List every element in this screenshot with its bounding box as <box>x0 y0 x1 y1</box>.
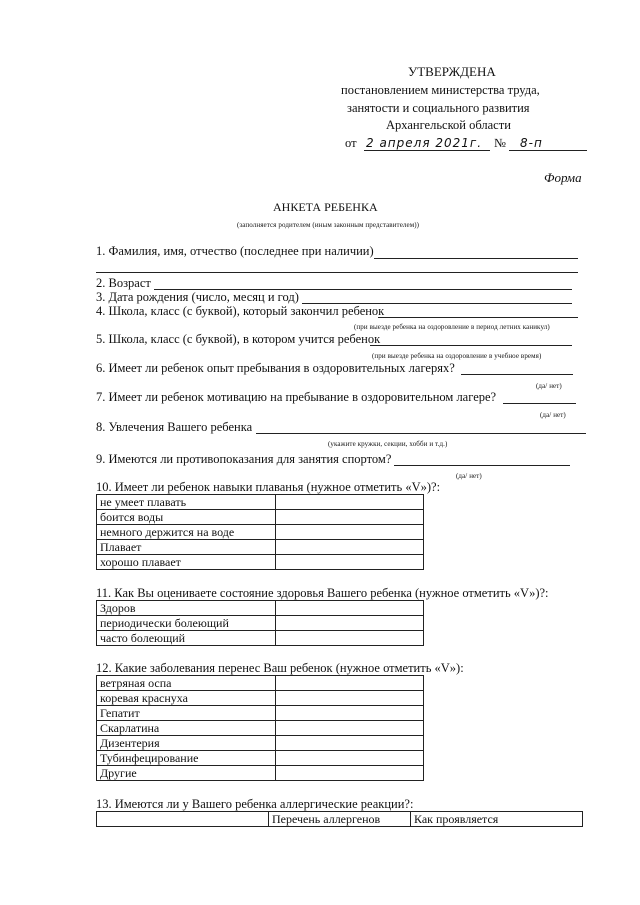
table-row <box>97 601 424 616</box>
swim-option-mark-cell[interactable] <box>276 555 424 570</box>
table-row <box>97 766 424 781</box>
swim-option-label: боится воды <box>97 510 276 525</box>
health-option-label: периодически болеющий <box>97 616 276 631</box>
question-6-label: 6. Имеет ли ребенок опыт пребывания в оздоровительных лагерях? <box>96 361 455 375</box>
question-12-label: 12. Какие заболевания перенес Ваш ребенок (нужное отметить «V»): <box>96 661 464 675</box>
question-1-field-line-2[interactable] <box>96 272 578 273</box>
allergy-col-1-header[interactable] <box>97 812 269 827</box>
question-2-label: 2. Возраст <box>96 276 151 290</box>
question-5-label: 5. Школа, класс (с буквой), в котором учится ребенок <box>96 332 381 346</box>
question-11-label: 11. Как Вы оцениваете состояние здоровья Вашего ребенка (нужное отметить «V»)?: <box>96 586 549 600</box>
swim-option-mark-cell[interactable] <box>276 540 424 555</box>
swim-option-mark-cell[interactable] <box>276 525 424 540</box>
allergy-table <box>96 811 583 827</box>
table-row <box>97 510 424 525</box>
table-row <box>97 691 424 706</box>
question-7-label: 7. Имеет ли ребенок мотивацию на пребывание в оздоровительном лагере? <box>96 390 497 404</box>
question-7-field[interactable] <box>503 403 576 404</box>
health-option-mark-cell[interactable] <box>276 631 424 646</box>
number-label: № <box>494 136 506 150</box>
disease-option-mark-cell[interactable] <box>276 751 424 766</box>
date-underline <box>364 150 490 151</box>
disease-option-mark-cell[interactable] <box>276 676 424 691</box>
number-underline <box>509 150 587 151</box>
table-row <box>97 706 424 721</box>
swim-option-label: немного держится на воде <box>97 525 276 540</box>
handwritten-date: 2 апреля 2021г. <box>366 136 483 150</box>
health-table <box>96 600 424 646</box>
swim-option-label: не умеет плавать <box>97 495 276 510</box>
disease-option-label: коревая краснуха <box>97 691 276 706</box>
table-row <box>97 631 424 646</box>
table-row <box>97 736 424 751</box>
disease-option-mark-cell[interactable] <box>276 706 424 721</box>
approval-line-3: Архангельской области <box>386 118 511 132</box>
disease-option-mark-cell[interactable] <box>276 736 424 751</box>
disease-option-mark-cell[interactable] <box>276 721 424 736</box>
disease-option-label: Дизентерия <box>97 736 276 751</box>
question-4-note: (при выезде ребенка на оздоровление в период летних каникул) <box>354 323 550 331</box>
health-option-mark-cell[interactable] <box>276 601 424 616</box>
approval-line-2: занятости и социального развития <box>347 101 530 115</box>
question-1-label: 1. Фамилия, имя, отчество (последнее при наличии) <box>96 244 374 258</box>
date-from-label: от <box>345 136 357 150</box>
approved-heading: УТВЕРЖДЕНА <box>408 64 496 79</box>
question-3-label: 3. Дата рождения (число, месяц и год) <box>96 290 299 304</box>
allergy-col-2-header: Перечень аллергенов <box>269 812 411 827</box>
question-8-note: (укажите кружки, секции, хобби и т.д.) <box>328 440 448 448</box>
swim-option-mark-cell[interactable] <box>276 510 424 525</box>
table-row <box>97 525 424 540</box>
question-9-label: 9. Имеются ли противопоказания для занятия спортом? <box>96 452 392 466</box>
table-row <box>97 616 424 631</box>
question-1-field[interactable] <box>374 258 578 259</box>
table-row <box>97 721 424 736</box>
handwritten-number: 8-п <box>520 136 543 150</box>
disease-option-label: Тубинфецирование <box>97 751 276 766</box>
form-title: АНКЕТА РЕБЕНКА <box>273 200 378 214</box>
swim-option-label: хорошо плавает <box>97 555 276 570</box>
approval-line-1: постановлением министерства труда, <box>341 83 540 97</box>
disease-option-label: Гепатит <box>97 706 276 721</box>
health-option-mark-cell[interactable] <box>276 616 424 631</box>
form-title-note: (заполняется родителем (иным законным представителем)) <box>237 221 420 229</box>
question-6-note: (да/ нет) <box>536 382 562 390</box>
disease-option-mark-cell[interactable] <box>276 691 424 706</box>
question-5-note: (при выезде ребенка на оздоровление в учебное время) <box>372 352 542 360</box>
question-10-label: 10. Имеет ли ребенок навыки плаванья (нужное отметить «V»)?: <box>96 480 441 494</box>
swim-option-label: Плавает <box>97 540 276 555</box>
disease-option-label: ветряная оспа <box>97 676 276 691</box>
disease-option-mark-cell[interactable] <box>276 766 424 781</box>
question-4-label: 4. Школа, класс (с буквой), который закончил ребенок <box>96 304 385 318</box>
table-row <box>97 540 424 555</box>
disease-option-label: Другие <box>97 766 276 781</box>
health-option-label: часто болеющий <box>97 631 276 646</box>
question-9-field[interactable] <box>394 465 570 466</box>
swim-option-mark-cell[interactable] <box>276 495 424 510</box>
question-5-field[interactable] <box>370 345 572 346</box>
question-4-field[interactable] <box>378 317 578 318</box>
table-row <box>97 495 424 510</box>
question-8-label: 8. Увлечения Вашего ребенка <box>96 420 253 434</box>
question-9-note: (да/ нет) <box>456 472 482 480</box>
disease-table <box>96 675 424 781</box>
table-row <box>97 555 424 570</box>
table-row <box>97 751 424 766</box>
table-row <box>97 812 583 827</box>
question-8-field[interactable] <box>256 433 586 434</box>
question-13-label: 13. Имеются ли у Вашего ребенка аллергические реакции?: <box>96 797 414 811</box>
swimming-table <box>96 494 424 570</box>
table-row <box>97 676 424 691</box>
form-label: Форма <box>544 170 582 185</box>
question-7-note: (да/ нет) <box>540 411 566 419</box>
disease-option-label: Скарлатина <box>97 721 276 736</box>
allergy-col-3-header: Как проявляется <box>411 812 583 827</box>
question-6-field[interactable] <box>461 374 573 375</box>
health-option-label: Здоров <box>97 601 276 616</box>
